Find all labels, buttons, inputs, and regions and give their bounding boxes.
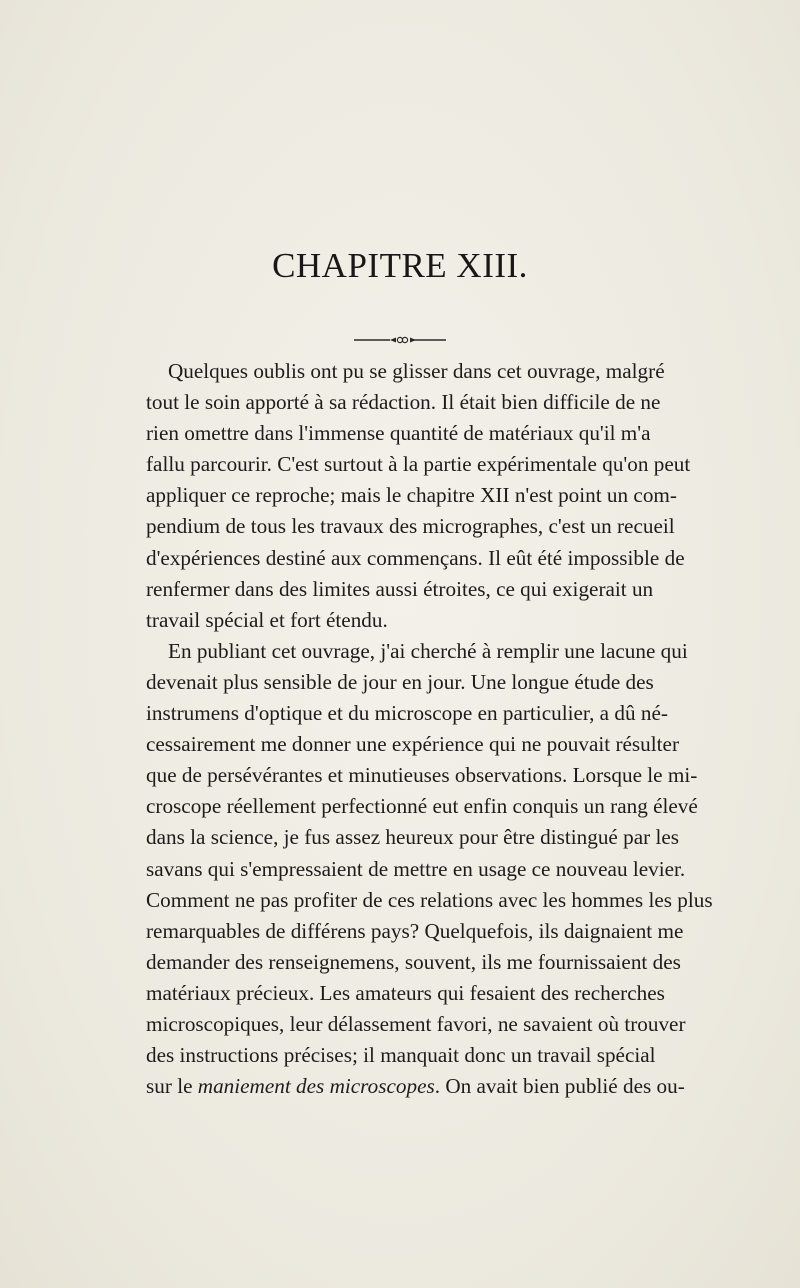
text-line: Comment ne pas profiter de ces relations avec les hommes les plus [146,887,713,912]
text-line: remarquables de différens pays? Quelquefois, ils daignaient me [146,918,684,943]
text-line: des instructions précises; il manquait donc un travail spécial [146,1043,656,1068]
text-line: croscope réellement perfectionné eut enfin conquis un rang élevé [146,794,698,819]
text-line-last [146,1071,685,1102]
text-line: renfermer dans des limites aussi étroites, ce qui exigerait un [146,576,654,601]
text-line: En publiant cet ouvrage, j'ai cherché à remplir une lacune qui [168,638,688,663]
text-line: que de persévérantes et minutieuses observations. Lorsque le mi- [146,763,698,788]
text-line: travail spécial et fort étendu. [146,607,388,632]
text-line: fallu parcourir. C'est surtout à la partie expérimentale qu'on peut [146,452,691,477]
text-line: dans la science, je fus assez heureux pour être distingué par les [146,825,680,850]
text-line: instrumens d'optique et du microscope en particulier, a dû né- [146,701,668,726]
text-line: pendium de tous les travaux des micrographes, c'est un recueil [146,514,675,539]
text-line: savans qui s'empressaient de mettre en usage ce nouveau levier. [146,856,686,881]
text-line: d'expériences destiné aux commençans. Il eût été impossible de [146,545,685,570]
text-line: demander des renseignemens, souvent, ils me fournissaient des [146,949,681,974]
text-line: Quelques oublis ont pu se glisser dans cet ouvrage, malgré [168,359,665,383]
text-line: cessairement me donner une expérience qui ne pouvait résulter [146,732,679,757]
paragraph-1 [146,356,691,636]
text-line: rien omettre dans l'immense quantité de matériaux qu'il m'a [146,421,651,446]
paragraph-2 [146,636,713,1102]
italic-title: maniement des microscopes [197,1074,435,1099]
text-line: matériaux précieux. Les amateurs qui fesaient des recherches [146,980,665,1005]
ornament-divider-icon [354,336,446,344]
body-text [146,356,713,1102]
chapter-title: CHAPITRE XIII. [272,246,528,285]
text-fragment: . On avait bien publié des ou- [434,1074,685,1099]
text-line: microscopiques, leur délassement favori, ne savaient où trouver [146,1011,686,1036]
text-line: tout le soin apporté à sa rédaction. Il était bien difficile de ne [146,390,661,415]
text-line: appliquer ce reproche; mais le chapitre XII n'est point un com- [146,483,677,508]
text-line: devenait plus sensible de jour en jour. Une longue étude des [146,669,654,694]
text-fragment: sur le [146,1074,198,1099]
